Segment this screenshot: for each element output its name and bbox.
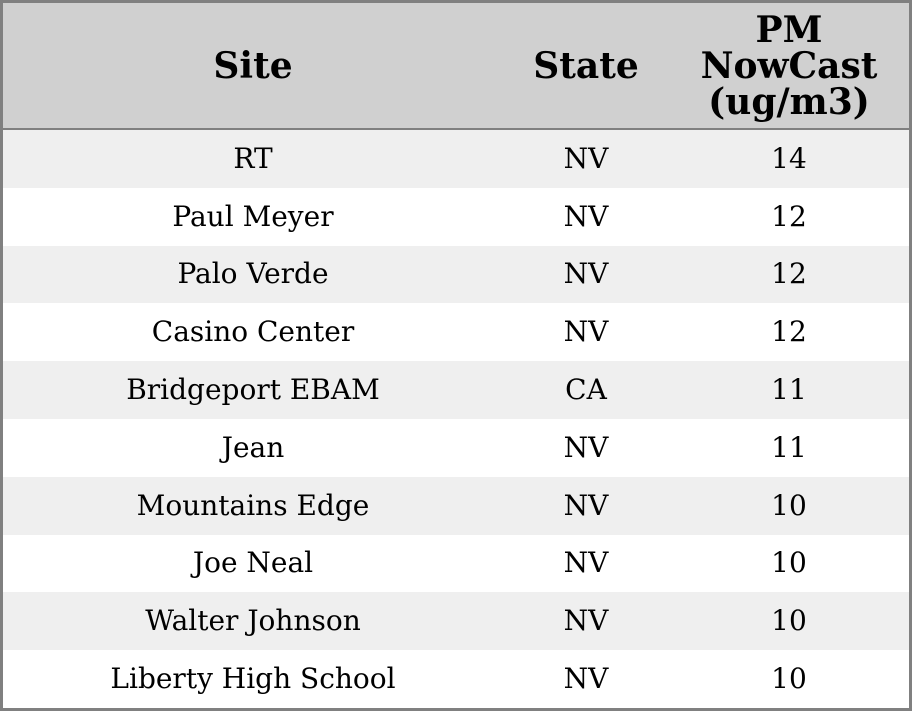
- cell-site: Liberty High School: [110, 662, 396, 696]
- cell-site: Bridgeport EBAM: [126, 373, 380, 407]
- pm-header-line-2: NowCast: [700, 44, 878, 87]
- cell-pm-nowcast: 10: [771, 662, 807, 696]
- cell-state: NV: [563, 604, 609, 638]
- cell-pm-nowcast: 10: [771, 604, 807, 638]
- cell-pm-nowcast: 12: [771, 257, 807, 291]
- table-body: [3, 130, 909, 708]
- table-row: [3, 246, 909, 304]
- cell-pm-nowcast: 14: [771, 141, 807, 175]
- cell-state: NV: [563, 488, 609, 522]
- cell-site: Paul Meyer: [172, 199, 334, 233]
- table-row: [3, 419, 909, 477]
- column-header-state: State: [533, 44, 639, 87]
- cell-site: Walter Johnson: [145, 604, 361, 638]
- cell-pm-nowcast: 11: [771, 430, 807, 464]
- table-row: [3, 535, 909, 593]
- table-row: [3, 592, 909, 650]
- table-row: [3, 130, 909, 188]
- cell-site: RT: [233, 141, 273, 175]
- cell-site: Joe Neal: [192, 546, 314, 580]
- cell-state: NV: [563, 546, 609, 580]
- column-header-site: Site: [213, 44, 293, 87]
- table-row: [3, 477, 909, 535]
- table-row: [3, 303, 909, 361]
- pm-header-line-3: (ug/m3): [708, 80, 870, 123]
- table-row: [3, 361, 909, 419]
- cell-state: CA: [565, 373, 607, 407]
- cell-site: Jean: [221, 430, 285, 464]
- cell-site: Mountains Edge: [136, 488, 370, 522]
- column-header-pm-nowcast: [669, 8, 909, 123]
- cell-pm-nowcast: 11: [771, 373, 807, 407]
- cell-site: Casino Center: [151, 315, 355, 349]
- cell-pm-nowcast: 12: [771, 315, 807, 349]
- cell-state: NV: [563, 199, 609, 233]
- cell-state: NV: [563, 662, 609, 696]
- cell-pm-nowcast: 10: [771, 488, 807, 522]
- cell-state: NV: [563, 257, 609, 291]
- cell-site: Palo Verde: [177, 257, 329, 291]
- cell-pm-nowcast: 12: [771, 199, 807, 233]
- table-header-row: [3, 3, 909, 130]
- pm-header-line-1: PM: [755, 8, 823, 51]
- cell-state: NV: [563, 315, 609, 349]
- cell-state: NV: [563, 430, 609, 464]
- table-row: [3, 650, 909, 708]
- cell-state: NV: [563, 141, 609, 175]
- cell-pm-nowcast: 10: [771, 546, 807, 580]
- table-row: [3, 188, 909, 246]
